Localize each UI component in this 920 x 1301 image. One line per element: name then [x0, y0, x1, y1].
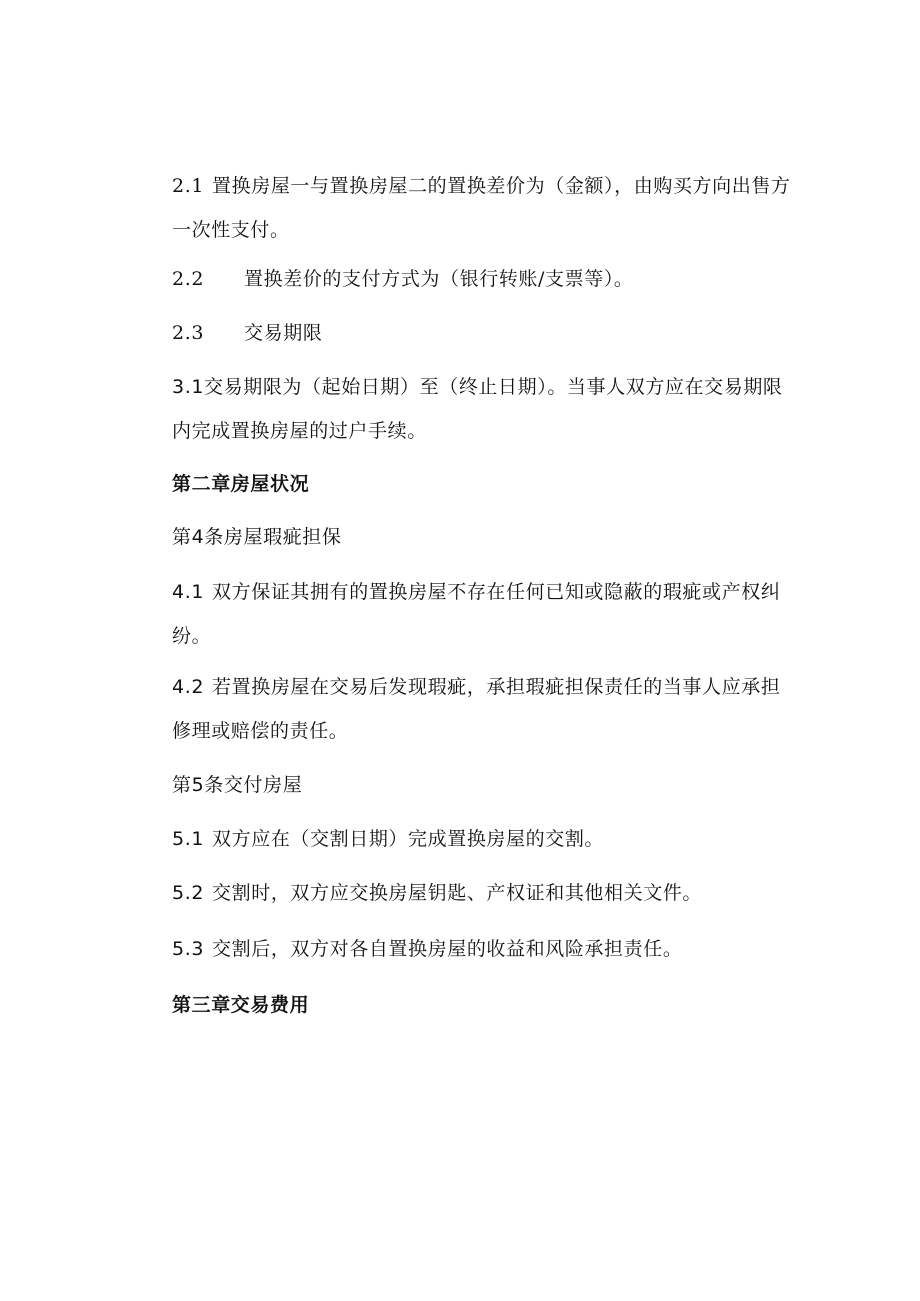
clause-text: 交易期限为（起始日期）至（终止日期）。当事人双方应在交易期限内完成置换房屋的过户手续。	[172, 376, 783, 442]
clause-number: 4.1	[172, 581, 205, 603]
clause-number: 4.2	[172, 676, 205, 698]
clause-number: 2.3	[172, 322, 205, 344]
paragraph-4-1	[172, 570, 792, 658]
article-title: 第5条交付房屋	[172, 774, 303, 796]
paragraph-2-1	[172, 164, 792, 252]
clause-number: 5.1	[172, 828, 205, 850]
clause-text: 双方保证其拥有的置换房屋不存在任何已知或隐蔽的瑕疵或产权纠纷。	[172, 581, 781, 647]
clause-number: 2.2	[172, 268, 205, 290]
paragraph-4-2	[172, 665, 792, 753]
clause-number: 5.2	[172, 882, 205, 904]
paragraph-2-2	[172, 257, 792, 301]
clause-number: 5.3	[172, 938, 205, 960]
clause-text: 置换差价的支付方式为（银行转账/支票等）。	[244, 268, 634, 290]
clause-text: 双方应在（交割日期）完成置换房屋的交割。	[212, 828, 605, 850]
clause-text: 交割时，双方应交换房屋钥匙、产权证和其他相关文件。	[212, 882, 703, 904]
clause-text: 交割后，双方对各自置换房屋的收益和风险承担责任。	[212, 938, 683, 960]
paragraph-5-3	[172, 927, 792, 971]
paragraph-5-2	[172, 871, 792, 915]
clause-number: 2.1	[172, 175, 205, 197]
clause-text: 交易期限	[244, 322, 323, 344]
chapter-heading: 第二章房屋状况	[172, 473, 310, 495]
paragraph-5-1	[172, 817, 792, 861]
clause-text: 若置换房屋在交易后发现瑕疵，承担瑕疵担保责任的当事人应承担修理或赔偿的责任。	[172, 676, 781, 742]
chapter-heading: 第三章交易费用	[172, 994, 310, 1016]
article-title: 第4条房屋瑕疵担保	[172, 526, 342, 548]
clause-number: 3.1	[172, 376, 205, 398]
clause-text: 置换房屋一与置换房屋二的置换差价为（金额），由购买方向出售方一次性支付。	[172, 175, 791, 241]
paragraph-2-3	[172, 311, 792, 355]
paragraph-3-1	[172, 365, 792, 453]
